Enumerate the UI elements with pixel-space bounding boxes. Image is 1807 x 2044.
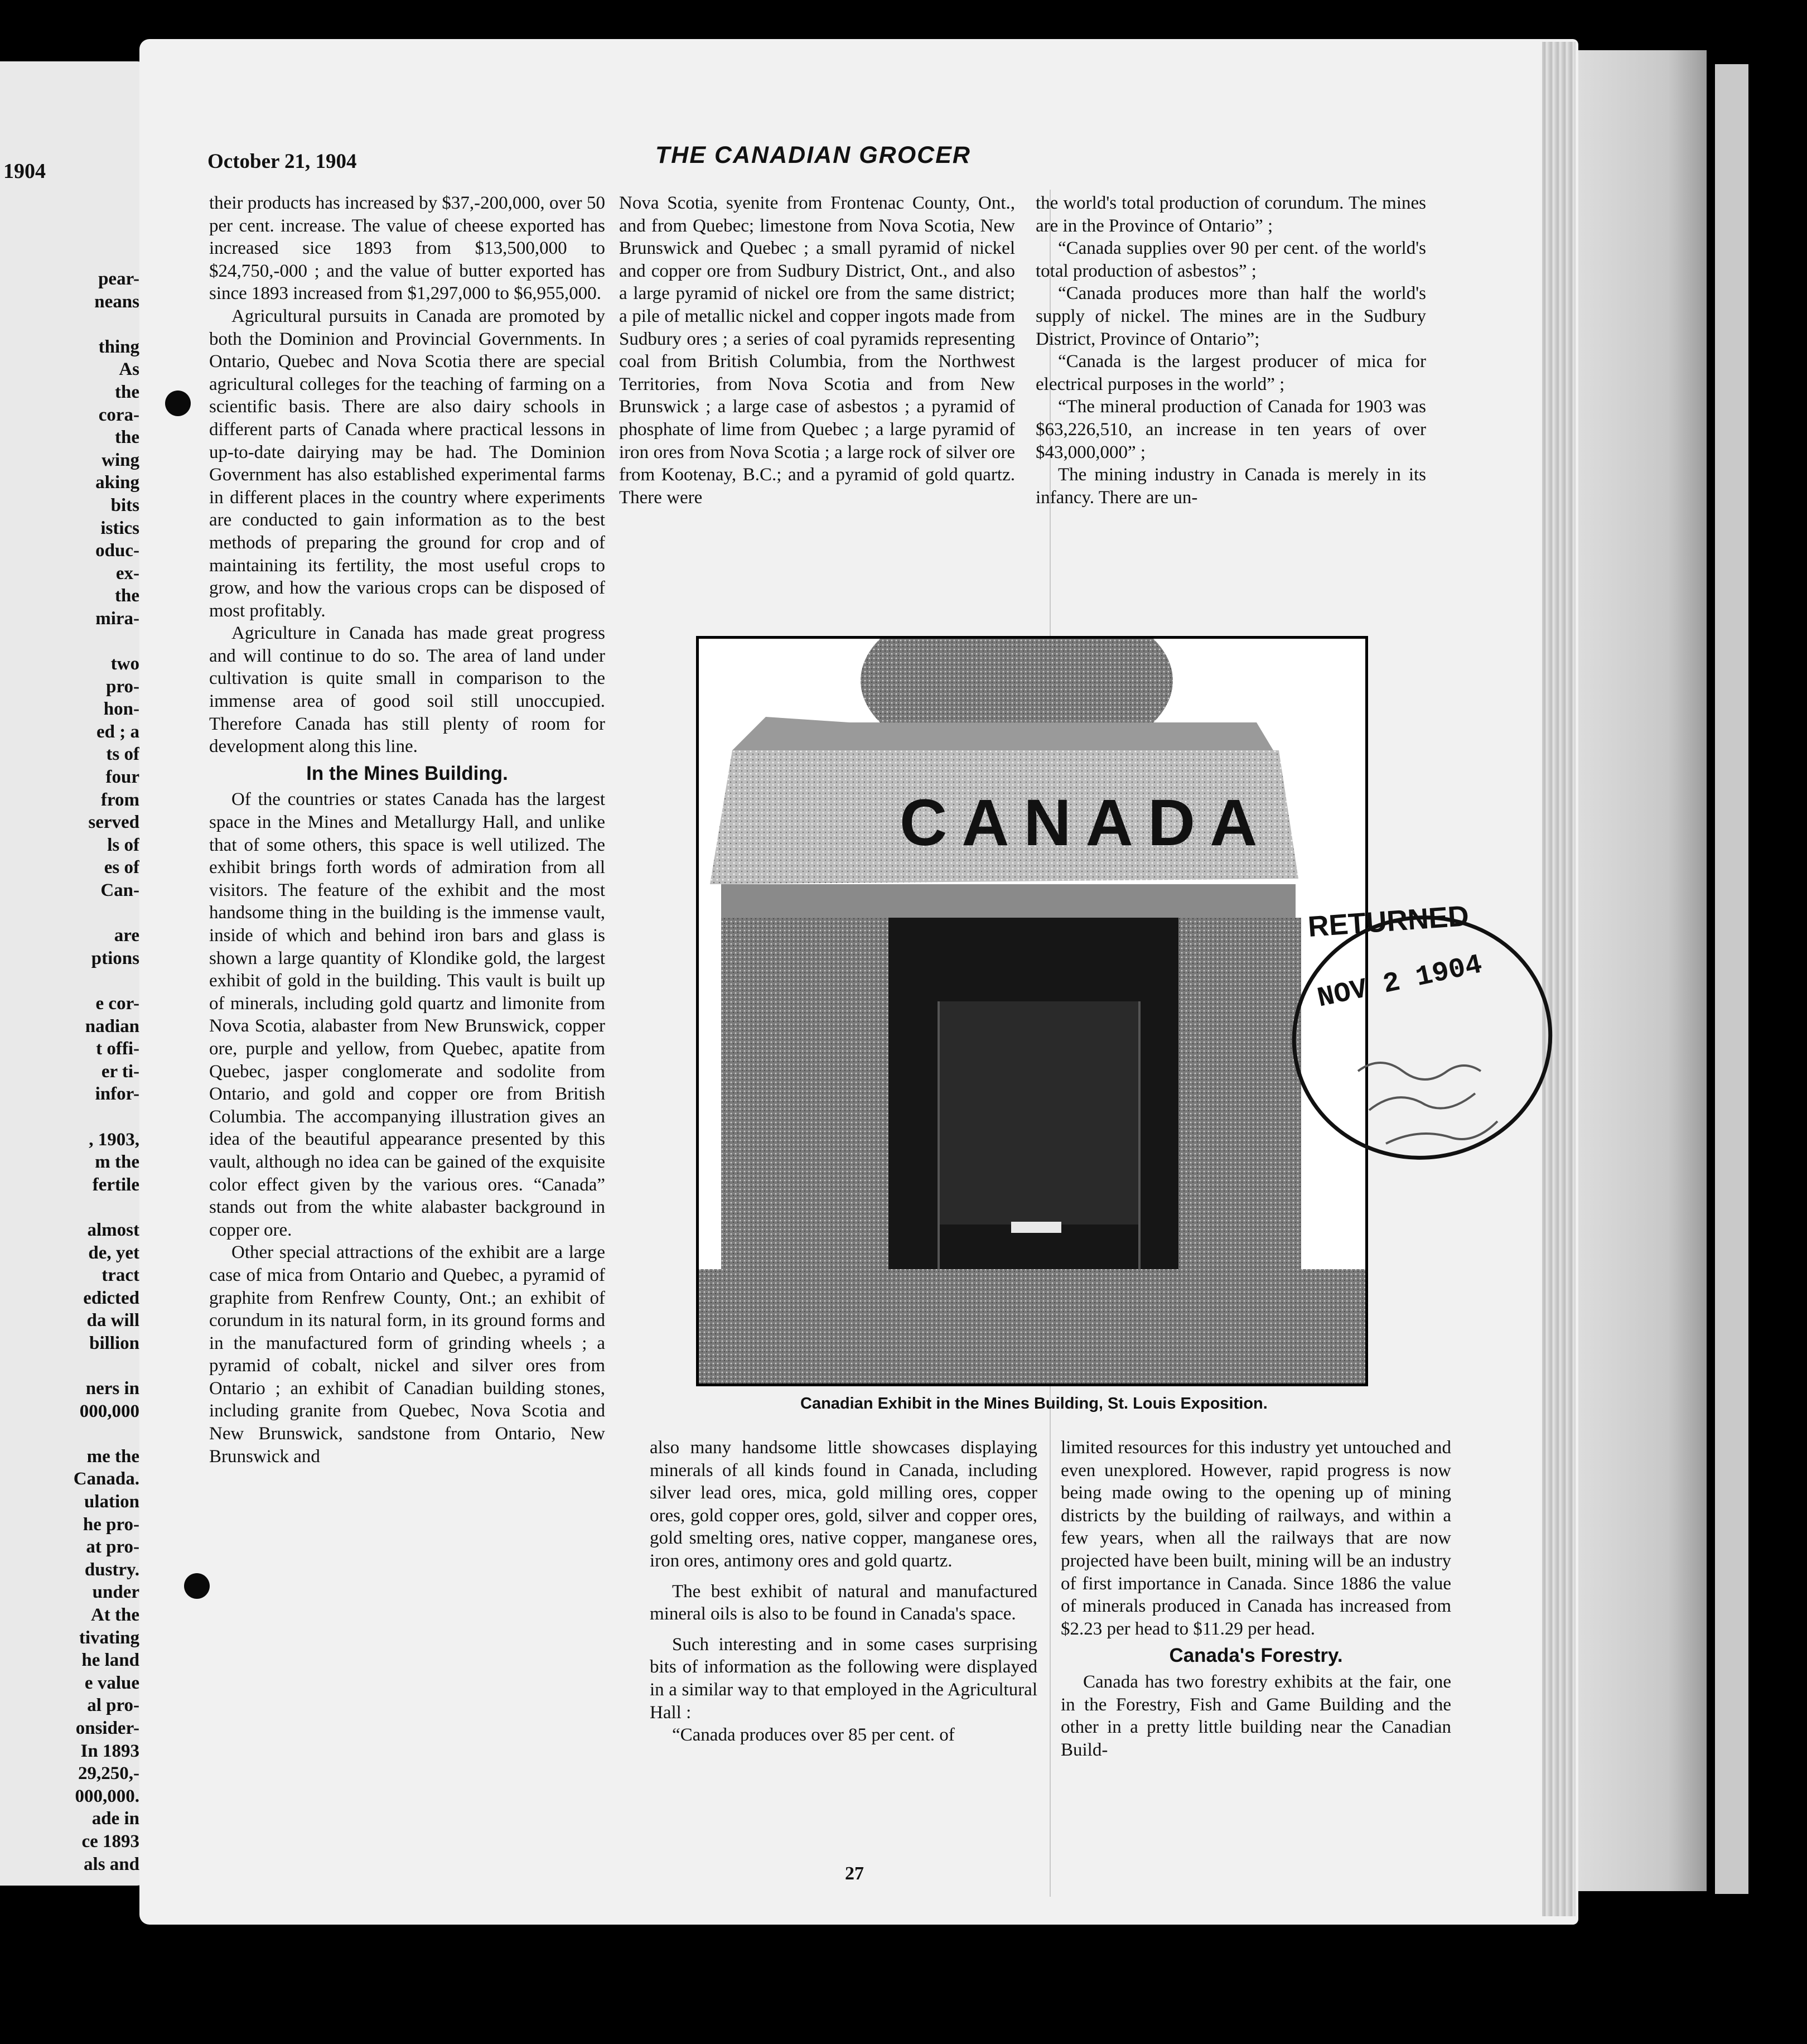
article-column-3-bottom bbox=[1061, 1436, 1451, 1761]
facing-page-line: t offi- bbox=[96, 1039, 139, 1059]
facing-page-line: me the bbox=[86, 1446, 139, 1467]
facing-page-line bbox=[0, 1196, 139, 1219]
facing-page-line: Canada. bbox=[73, 1469, 139, 1489]
facing-page-line: da will bbox=[86, 1310, 139, 1331]
facing-page-line bbox=[0, 1355, 139, 1378]
facing-page-line: onsider- bbox=[75, 1718, 139, 1738]
paragraph: The best exhibit of natural and manufactured mineral oils is also to be found in Canada's space. bbox=[650, 1581, 1037, 1624]
facing-page-line: 000,000 bbox=[79, 1401, 139, 1421]
facing-page-line: er ti- bbox=[101, 1061, 139, 1082]
paragraph: limited resources for this industry yet untouched and even unexplored. However, rapid progress is now being made owing to the opening up of mining districts by the building of railways, and within a few years, when all the railways that are now projected have been built, mining will be an industry of first importance in Canada. Since 1886 the value of minerals produced in Canada has increased from $2.23 per head to $11.29 per head. bbox=[1061, 1438, 1451, 1639]
paragraph: The mining industry in Canada is merely in its infancy. There are un- bbox=[1036, 465, 1426, 508]
paragraph: Canada has two forestry exhibits at the fair, one in the Forestry, Fish and Game Building and the other in a pretty little building near the Canadian Build- bbox=[1061, 1671, 1451, 1760]
article-column-2-top bbox=[619, 192, 1015, 509]
facing-page-line: ulation bbox=[84, 1492, 139, 1512]
page-number: 27 bbox=[845, 1863, 864, 1884]
facing-page-line bbox=[0, 970, 139, 992]
vault-sign: CANADA bbox=[900, 786, 1272, 860]
facing-page-line: ners in bbox=[85, 1378, 139, 1399]
facing-page-line: 29,250,- bbox=[78, 1763, 139, 1784]
paragraph: “Canada produces over 85 per cent. of bbox=[672, 1725, 955, 1746]
facing-page-line: are bbox=[114, 925, 139, 946]
facing-page-line: al pro- bbox=[87, 1695, 139, 1716]
facing-page-line: cora- bbox=[98, 404, 139, 425]
section-heading: In the Mines Building. bbox=[306, 762, 508, 784]
facing-page-line bbox=[0, 1423, 139, 1445]
facing-page-line: pear- bbox=[98, 269, 139, 289]
facing-page-line: thing bbox=[98, 336, 139, 357]
stamp-label: RETURNED bbox=[1307, 899, 1470, 944]
facing-page-line: tivating bbox=[79, 1627, 139, 1648]
facing-page-line bbox=[0, 1106, 139, 1129]
facing-page-line bbox=[0, 313, 139, 336]
facing-page-line: wing bbox=[102, 450, 139, 470]
facing-page-line: ls of bbox=[107, 835, 139, 855]
article-column-1 bbox=[209, 192, 605, 1468]
article-column-3-top bbox=[1036, 192, 1426, 509]
facing-page-line: As bbox=[119, 359, 139, 380]
binding-hole bbox=[184, 1573, 210, 1599]
facing-page-line: de, yet bbox=[88, 1242, 139, 1263]
facing-page-line: es of bbox=[104, 857, 139, 878]
facing-page-line: he land bbox=[81, 1650, 139, 1671]
facing-page-line: pro- bbox=[106, 676, 139, 697]
section-heading: Canada's Forestry. bbox=[1169, 1645, 1343, 1667]
facing-page-line bbox=[0, 902, 139, 925]
facing-page-line: fertile bbox=[92, 1174, 139, 1195]
facing-page-line: , 1903, bbox=[89, 1129, 139, 1150]
facing-page-year: 1904 bbox=[3, 160, 46, 183]
facing-page-line: billion bbox=[89, 1333, 139, 1353]
paragraph: “Canada supplies over 90 per cent. of the world's total production of asbestos” ; bbox=[1036, 238, 1426, 281]
facing-page-line: infor- bbox=[95, 1084, 139, 1105]
facing-page-line: neans bbox=[94, 291, 139, 312]
paragraph: “Canada is the largest producer of mica for electrical purposes in the world” ; bbox=[1036, 351, 1426, 394]
facing-page-line: als and bbox=[84, 1854, 139, 1874]
facing-page-line: ade in bbox=[91, 1809, 139, 1829]
paragraph: “The mineral production of Canada for 1903 was $63,226,510, an increase in ten years of over $43,000,000” ; bbox=[1036, 397, 1426, 462]
facing-page-line: almost bbox=[87, 1219, 139, 1240]
book-edge bbox=[1578, 50, 1707, 1891]
paragraph: also many handsome little showcases displaying minerals of all kinds found in Canada, including silver lead ores, mica, gold milling ores, copper ores, gold copper ores, gold, silver and copper ores, gold smelting ores, native copper, manganese ores, iron ores, antimony ores and gold quartz. bbox=[650, 1438, 1037, 1571]
paragraph: Nova Scotia, syenite from Frontenac County, Ont., and from Quebec; limestone from Nova Scotia, New Brunswick and Quebec ; a small pyramid of nickel and copper ore from Sudbury District, Ont., and also a large pyramid of nickel ore from the same district; a pile of metallic nickel and copper ingots made from Sudbury ores ; a series of coal pyramids representing coal from British Columbia, from the Northwest Territories, from Nova Scotia and from New Brunswick ; a large case of asbestos ; a pyramid of phosphate of lime from Quebec ; a large pyramid of iron ores from Nova Scotia ; a large rock of silver ore from Kootenay, B.C.; and a pyramid of gold quartz. There were bbox=[619, 193, 1015, 508]
vault-illustration bbox=[699, 639, 1365, 1383]
facing-page-line: At the bbox=[90, 1605, 139, 1626]
facing-page-line: the bbox=[115, 427, 139, 448]
facing-page-line: ce 1893 bbox=[81, 1831, 139, 1852]
facing-page-line bbox=[0, 630, 139, 653]
facing-page-line: under bbox=[92, 1582, 139, 1603]
facing-page-line: from bbox=[100, 789, 139, 810]
facing-page-line: Can- bbox=[100, 880, 139, 901]
facing-page-line: the bbox=[115, 586, 139, 606]
facing-page-line: edicted bbox=[83, 1288, 139, 1308]
facing-page-line: hon- bbox=[103, 699, 139, 720]
facing-page-line: tract bbox=[102, 1265, 139, 1286]
facing-page-line: e value bbox=[84, 1672, 139, 1693]
facing-page-line: oduc- bbox=[95, 541, 139, 561]
paragraph: Other special attractions of the exhibit are a large case of mica from Ontario and Quebec, a pyramid of graphite from Renfrew County, Ont.; an exhibit of corundum in its natural form, in its ground forms and in the manufactured form of grinding wheels ; a pyramid of cobalt, nickel and silver ores from Ontario ; an exhibit of Canadian building stones, including granite from Quebec, Nova Scotia and New Brunswick, sandstone from Ontario, New Brunswick and bbox=[209, 1242, 605, 1467]
binding-strip bbox=[1715, 64, 1748, 1894]
photo-caption: Canadian Exhibit in the Mines Building, St. Louis Exposition. bbox=[800, 1395, 1268, 1413]
facing-page-line: 000,000. bbox=[75, 1786, 139, 1806]
facing-page-line: ptions bbox=[91, 948, 139, 968]
facing-page-line: nadian bbox=[85, 1016, 139, 1037]
paragraph: Such interesting and in some cases surprising bits of information as the following were displayed in a similar way to that employed in the Agricultural Hall : bbox=[650, 1634, 1037, 1723]
facing-page-line: the bbox=[115, 382, 139, 402]
facing-page-line: two bbox=[110, 654, 139, 674]
facing-page-line: ts of bbox=[106, 744, 139, 765]
masthead: THE CANADIAN GROCER bbox=[655, 142, 971, 168]
facing-page-line: e cor- bbox=[95, 994, 139, 1014]
stamp-date: NOV 2 1904 bbox=[1315, 949, 1485, 1015]
facing-page-line: served bbox=[88, 812, 139, 833]
facing-page-line: bits bbox=[110, 495, 139, 515]
paragraph: Agricultural pursuits in Canada are promoted by both the Dominion and Provincial Governments. In Ontario, Quebec and Nova Scotia there are special agricultural colleges for the teaching of farming on a scientific basis. There are also dairy schools in different parts of Canada where practical lessons in up-to-date dairying may be had. The Dominion Government has also established experimental farms in different places in the country where experiments are conducted to gain information as to the best methods of preparing the ground for crop and of maintaining its fertility, the most useful crops to grow, and how the various crops can be disposed of most profitably. bbox=[209, 306, 605, 621]
paragraph: their products has increased by $37,-200,000, over 50 per cent. increase. The value of cheese exported has increased sice 1893 from $13,500,000 to $24,750,-000 ; and the value of butter exported has since 1893 increased from $1,297,000 to $6,955,000. bbox=[209, 193, 605, 304]
facing-page-line: istics bbox=[100, 518, 139, 538]
facing-page-line: In 1893 bbox=[80, 1741, 139, 1761]
facing-page bbox=[0, 61, 146, 1886]
facing-page-text bbox=[0, 268, 139, 1876]
exhibit-photograph bbox=[696, 636, 1368, 1386]
issue-date: October 21, 1904 bbox=[207, 150, 357, 173]
paragraph: the world's total production of corundum. The mines are in the Province of Ontario” ; bbox=[1036, 193, 1426, 236]
facing-page-line: aking bbox=[95, 473, 139, 493]
facing-page-line: four bbox=[105, 767, 139, 788]
facing-page-line: mira- bbox=[95, 608, 139, 629]
facing-page-line: ex- bbox=[115, 563, 139, 584]
facing-page-line: at pro- bbox=[86, 1537, 139, 1558]
paragraph: Agriculture in Canada has made great progress and will continue to do so. The area of land under cultivation is quite small in comparison to the immense area of good soil still unoccupied. Therefore Canada has still plenty of room for development along this line. bbox=[209, 623, 605, 757]
paragraph: Of the countries or states Canada has the largest space in the Mines and Metallurgy Hall, and unlike that of some others, this space is well utilized. The exhibit brings forth words of admiration from all visitors. The feature of the exhibit and the most handsome thing in the building is the immense vault, inside of which and behind iron bars and glass is shown a large quantity of Klondike gold, the largest exhibit of gold in the building. This vault is built up of minerals, including gold quartz and limonite from Nova Scotia, alabaster from New Brunswick, copper ore, purple and yellow, from Quebec, apatite from Quebec, jasper conglomerate and sodolite from Ontario, and gold and copper ore from British Columbia. The accompanying illustration gives an idea of the beautiful appearance presented by this vault, although no idea can be gained of the exquisite color effect given by the various ores. “Canada” stands out from the white alabaster background in copper ore. bbox=[209, 789, 605, 1240]
paragraph: “Canada produces more than half the world's supply of nickel. The mines are in the Sudbury District, Province of Ontario”; bbox=[1036, 283, 1426, 349]
facing-page-line: he pro- bbox=[83, 1514, 139, 1535]
facing-page-line: m the bbox=[95, 1152, 139, 1173]
binding-hole bbox=[165, 391, 191, 416]
article-column-2-bottom bbox=[650, 1436, 1037, 1747]
facing-page-line: dustry. bbox=[84, 1559, 139, 1580]
facing-page-line: ed ; a bbox=[96, 721, 139, 742]
